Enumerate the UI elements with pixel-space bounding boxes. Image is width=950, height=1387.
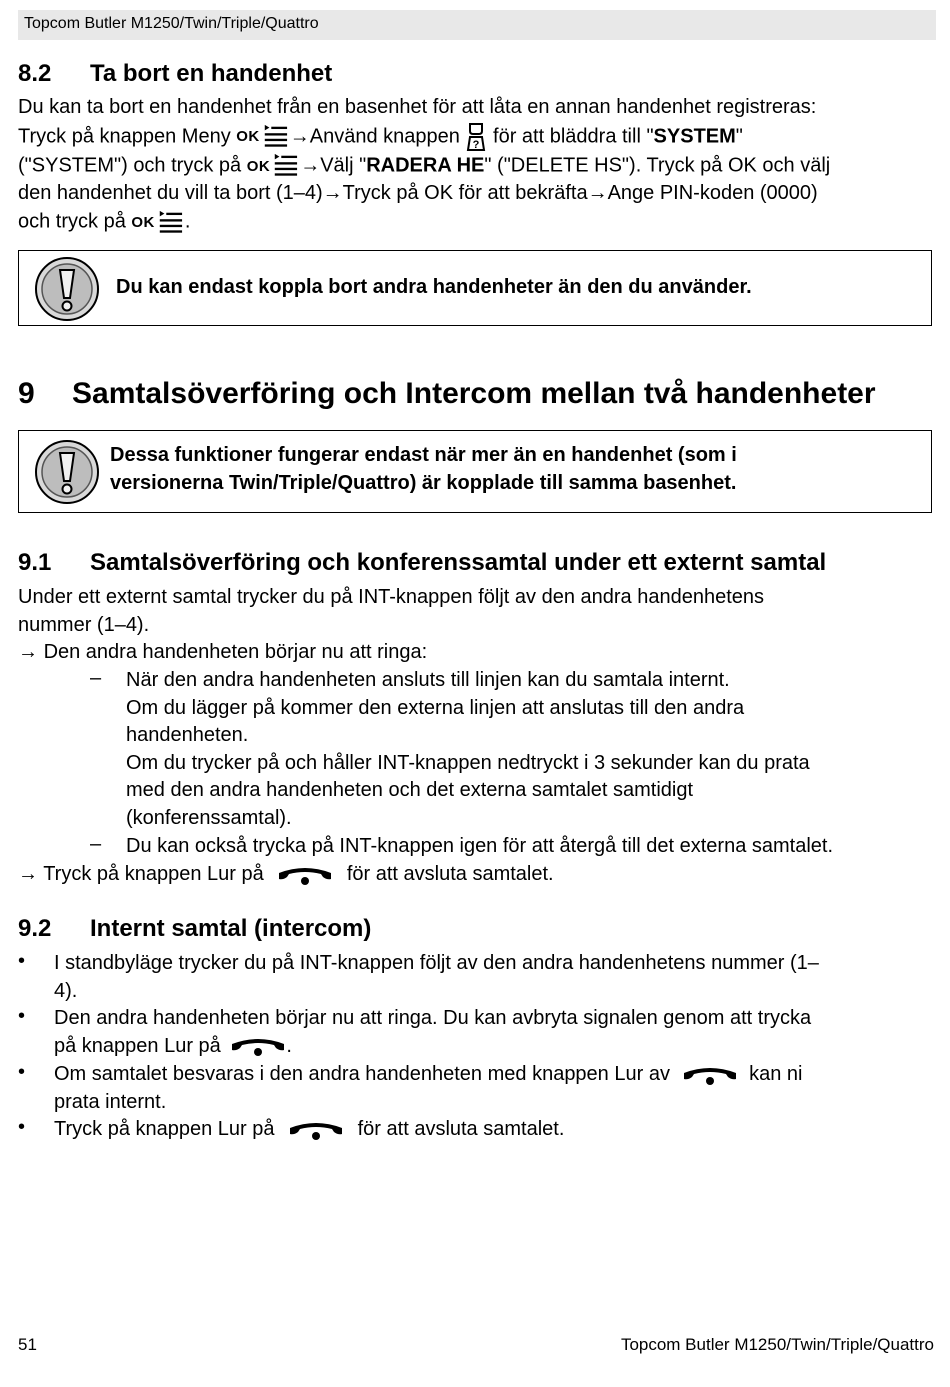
footer-title: Topcom Butler M1250/Twin/Triple/Quattro [620, 1335, 934, 1354]
note-text: Du kan endast koppla bort andra handenheter än den du använder. [116, 276, 752, 298]
bullet-marker: • [18, 950, 26, 972]
body-line: Under ett externt samtal trycker du på INT-knappen följt av den andra handenhetens [18, 586, 764, 608]
section-number-8-2: 8.2 [18, 60, 52, 87]
body-line: nummer (1–4). [18, 613, 150, 636]
warning-icon [34, 439, 100, 505]
hang-up-icon [277, 864, 333, 886]
body-line [18, 152, 936, 181]
text-span: ("SYSTEM") och tryck på [18, 154, 242, 177]
text-span: Om samtalet besvaras i den andra handenheten med knappen Lur av [54, 1063, 670, 1085]
text-span: " [735, 124, 743, 147]
body-line: Den andra handenheten börjar nu att ringa. Du kan avbryta signalen genom att trycka [54, 1007, 812, 1029]
section-9-1-intro [18, 584, 936, 667]
note-line: versionerna Twin/Triple/Quattro) är kopplade till samma basenhet. [110, 472, 737, 494]
arrow-icon: → [18, 641, 38, 664]
section-9-1-end [18, 861, 936, 889]
ok-label: OK [246, 157, 271, 175]
arrow-icon: → [18, 863, 38, 885]
body-line: Du kan ta bort en handenhet från en basenhet för att låta en annan handenhet registreras: [18, 96, 817, 118]
warning-icon [34, 256, 100, 322]
dash-marker: – [90, 833, 102, 855]
body-line: Om du trycker på och håller INT-knappen nedtryckt i 3 sekunder kan du prata [126, 751, 810, 774]
bullet-marker: • [18, 1061, 26, 1083]
text-span: Den andra handenheten börjar nu att ringa: [43, 641, 428, 664]
page-number: 51 [18, 1335, 37, 1354]
arrow-icon: → [300, 154, 321, 177]
body-line [18, 208, 936, 237]
note-text [110, 441, 737, 497]
body-line: prata internt. [54, 1090, 167, 1113]
note-line: Dessa funktioner fungerar endast när mer än en handenhet (som i [110, 444, 737, 466]
text-span: för att avsluta samtalet. [357, 1118, 565, 1140]
body-line: handenheten. [126, 724, 249, 747]
text-span: kan ni [749, 1063, 803, 1085]
section-title-9-2: Internt samtal (intercom) [90, 915, 372, 942]
body-line: (konferenssamtal). [126, 806, 292, 829]
hang-up-icon [288, 1119, 344, 1141]
text-span: Välj " [320, 154, 367, 177]
chapter-number-9: 9 [18, 377, 35, 410]
bullet-marker: • [18, 1005, 26, 1027]
text-span: och tryck på [18, 210, 126, 233]
text-span: RADERA HE [366, 154, 485, 177]
text-span: Ange PIN-koden (0000) [607, 182, 818, 205]
dash-item-1 [126, 667, 934, 833]
section-number-9-2: 9.2 [18, 915, 52, 942]
arrow-icon: → [587, 182, 608, 205]
hang-up-icon [230, 1035, 286, 1057]
section-title-8-2: Ta bort en handenhet [90, 60, 333, 87]
ok-label: OK [131, 213, 155, 231]
body-line [54, 1033, 934, 1061]
navigation-key-icon [465, 122, 487, 152]
ok-menu-icon [247, 152, 301, 181]
body-line: med den andra handenheten och det externa samtalet samtidigt [126, 779, 694, 802]
page-header [18, 10, 936, 40]
body-line: I standbyläge trycker du på INT-knappen följt av den andra handenhetens nummer (1– [54, 952, 819, 974]
ok-menu-icon [236, 122, 290, 151]
body-line [18, 180, 936, 208]
body-line [54, 1061, 934, 1089]
note-box-8-2 [18, 250, 932, 326]
text-span: Tryck på knappen Meny [18, 124, 231, 147]
text-span: för att avsluta samtalet. [346, 863, 554, 885]
text-span: SYSTEM [653, 124, 736, 147]
text-span: . [286, 1034, 292, 1057]
bullet-item-3 [54, 1061, 934, 1116]
text-span: . [184, 210, 191, 233]
body-line: 4). [54, 979, 78, 1002]
dash-item-2: Du kan också trycka på INT-knappen igen för att återgå till det externa samtalet. [126, 835, 834, 857]
bullet-item-2 [54, 1005, 934, 1060]
text-span: Använd knappen [309, 124, 460, 147]
hang-up-icon [682, 1064, 738, 1086]
body-line [18, 639, 936, 667]
header-title: Topcom Butler M1250/Twin/Triple/Quattro [24, 15, 319, 32]
text-span: för att bläddra till " [493, 124, 654, 147]
chapter-title-9: Samtalsöverföring och Intercom mellan två handenheter [72, 377, 876, 410]
section-8-2-body [18, 94, 936, 236]
bullet-item-1 [54, 950, 934, 1005]
bullet-marker: • [18, 1116, 26, 1138]
text-span: Tryck på knappen Lur på [43, 863, 264, 885]
text-span: den handenhet du vill ta bort (1–4) [18, 182, 323, 205]
ok-menu-icon [131, 208, 185, 237]
body-line [18, 122, 936, 152]
text-span: " ("DELETE HS"). Tryck på OK och välj [484, 154, 831, 177]
arrow-icon: → [289, 124, 310, 147]
section-number-9-1: 9.1 [18, 549, 52, 576]
bullet-item-4 [54, 1116, 934, 1144]
ok-label: OK [236, 128, 260, 146]
arrow-icon: → [322, 182, 343, 205]
dash-marker: – [90, 667, 102, 689]
section-title-9-1: Samtalsöverföring och konferenssamtal under ett externt samtal [90, 549, 827, 576]
text-span: Tryck på knappen Lur på [54, 1118, 275, 1140]
note-box-9 [18, 430, 932, 513]
text-span: på knappen Lur på [54, 1034, 221, 1057]
body-line: Om du lägger på kommer den externa linjen att anslutas till den andra [126, 696, 745, 719]
text-span: Tryck på OK för att bekräfta [342, 182, 588, 205]
body-line: När den andra handenheten ansluts till linjen kan du samtala internt. [126, 669, 730, 691]
